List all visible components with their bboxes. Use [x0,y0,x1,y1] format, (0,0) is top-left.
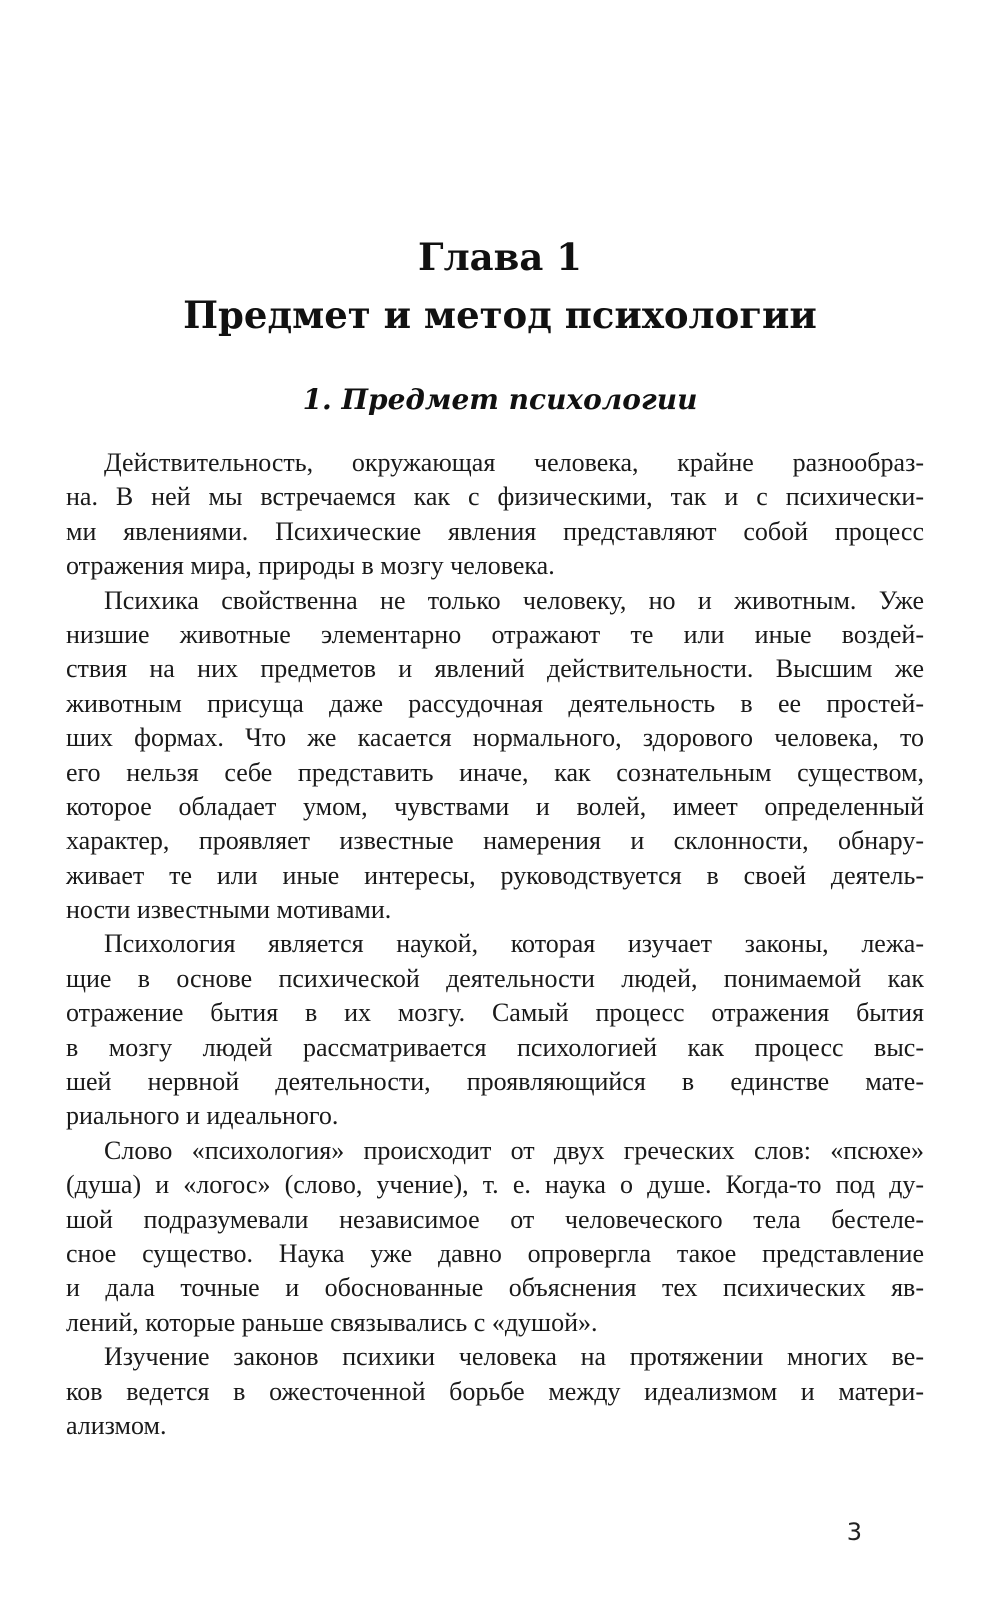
text-line: Действительность, окружающая человека, крайне разнообраз- [104,448,924,477]
text-line: шей нервной деятельности, проявляющийся в единстве мате- [66,1067,924,1097]
text-line: отражения мира, природы в мозгу человека. [66,551,555,581]
text-line: в мозгу людей рассматривается психологией как процесс выс- [66,1032,924,1062]
paragraph [66,584,924,928]
text-line: которое обладает умом, чувствами и волей, имеет определенный [66,791,924,821]
chapter-number: Глава 1 [418,235,582,279]
section-title: 1. Предмет психологии [302,383,698,416]
text-line: лений, которые раньше связывались с «душой». [66,1307,598,1337]
text-line: ализмом. [66,1410,167,1440]
text-line: его нельзя себе представить иначе, как сознательным существом, [66,757,924,787]
page-number: 3 [846,1518,862,1546]
text-line: отражение бытия в их мозгу. Самый процесс отражения бытия [66,998,924,1028]
text-line: ствия на них предметов и явлений действительности. Высшим же [66,654,924,684]
text-line: характер, проявляет известные намерения и склонности, обнару- [66,826,924,856]
paragraph [66,1340,924,1443]
text-line: сное существо. Наука уже давно опровергла такое представление [66,1238,924,1268]
paragraph [66,927,924,1133]
text-line: животным присуща даже рассудочная деятельность в ее простей- [66,688,924,718]
text-line: на. В ней мы встречаемся как с физическими, так и с психически- [66,482,924,512]
text-line: риального и идеального. [66,1101,339,1131]
text-line: Психология является наукой, которая изучает законы, лежа- [104,929,924,959]
paragraph [66,1134,924,1340]
paragraph [66,446,924,584]
text-line: щие в основе психической деятельности людей, понимаемой как [66,963,924,993]
text-line: живает те или иные интересы, руководствуется в своей деятель- [66,860,924,890]
text-line: (душа) и «логос» (слово, учение), т. е. наука о душе. Когда-то под ду- [66,1170,924,1200]
text-line: ших формах. Что же касается нормального, здорового человека, то [66,723,924,753]
text-line: Изучение законов психики человека на протяжении многих ве- [104,1342,924,1372]
text-line: Психика свойственна не только человеку, но и животным. Уже [104,585,924,615]
chapter-title: Предмет и метод психологии [183,293,817,337]
text-line: низшие животные элементарно отражают те или иные воздей- [66,619,924,649]
chapter-heading [0,228,1000,344]
text-line: ков ведется в ожесточенной борьбе между идеализмом и матери- [66,1376,924,1406]
text-line: шой подразумевали независимое от человеческого тела бестеле- [66,1204,924,1234]
text-line: ности известными мотивами. [66,895,392,925]
body-text [66,446,924,1443]
text-line: Слово «психология» происходит от двух греческих слов: «псюхе» [104,1135,924,1165]
text-line: и дала точные и обоснованные объяснения тех психических яв- [66,1273,924,1303]
text-line: ми явлениями. Психические явления представляют собой процесс [66,516,924,546]
